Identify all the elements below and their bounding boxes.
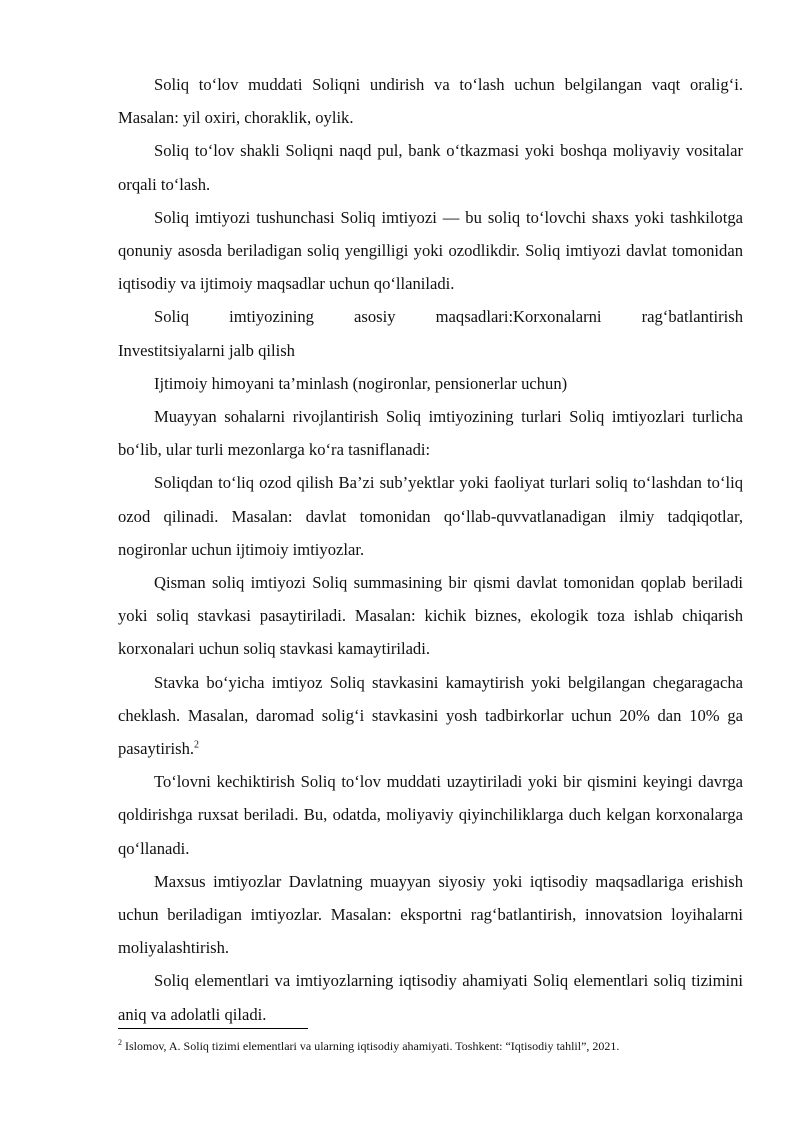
paragraph-payment-term: Soliq to‘lov muddati Soliqni undirish va to‘lash uchun belgilangan vaqt oralig‘i. Masalan: yil oxiri, choraklik, oylik.	[118, 75, 743, 128]
rate-benefit-text: Stavka bo‘yicha imtiyoz Soliq stavkasini kamaytirish yoki belgilangan chegaragacha cheklash. Masalan, daromad solig‘i stavkasini yosh tadbirkorlar uchun 20% dan 10% ga pasaytirish.	[118, 672, 743, 759]
footnote-text: Islomov, A. Soliq tizimi elementlari va ularning iqtisodiy ahamiyati. Toshkent: “Iqtisodiy tahlil”, 2021.	[122, 1039, 620, 1053]
paragraph-partial-benefit: Qisman soliq imtiyozi Soliq summasining bir qismi davlat tomonidan qoplab beriladi yoki soliq stavkasi pasaytiriladi. Masalan: kichik biznes, ekologik toza ishlab chiqarish korxonalari uchun soliq stavkasi kamaytiriladi.	[118, 573, 743, 659]
footnote-reference[interactable]: 2	[194, 739, 200, 751]
paragraph-benefit-goals: Soliq imtiyozining asosiy maqsadlari:Korxonalarni rag‘batlantirish	[154, 307, 743, 327]
paragraph-tax-benefit-concept: Soliq imtiyozi tushunchasi Soliq imtiyozi — bu soliq to‘lovchi shaxs yoki tashkilotga qonuniy asosda beriladigan soliq yengilligi yoki ozodlikdir. Soliq imtiyozi davlat tomonidan iqtisodiy va ijtimoiy maqsadlar uchun qo‘llaniladi.	[118, 207, 743, 294]
paragraph-investments: Investitsiyalarni jalb qilish	[118, 340, 295, 360]
paragraph-full-exemption: Soliqdan to‘liq ozod qilish Ba’zi sub’yektlar yoki faoliyat turlari soliq to‘lashdan to‘liq ozod qilinadi. Masalan: davlat tomonidan qo‘llab-quvvatlanadigan ilmiy tadqiqotlar, nogironlar uchun ijtimoiy imtiyozlar.	[118, 473, 743, 559]
footnote	[118, 1038, 743, 1054]
paragraph-economic-significance: Soliq elementlari va imtiyozlarning iqtisodiy ahamiyati Soliq elementlari soliq tizimini aniq va adolatli qiladi.	[118, 971, 743, 1024]
paragraph-rate-benefit	[118, 666, 743, 766]
paragraph-payment-deferral: To‘lovni kechiktirish Soliq to‘lov muddati uzaytiriladi yoki bir qismini keyingi davrga qoldirishga ruxsat beriladi. Bu, odatda, moliyaviy qiyinchiliklarga duch kelgan korxonalarga qo‘llanadi.	[118, 772, 743, 858]
footnote-marker: 2	[118, 1038, 122, 1047]
paragraph-special-benefits: Maxsus imtiyozlar Davlatning muayyan siyosiy yoki iqtisodiy maqsadlariga erishish uchun beriladigan imtiyozlar. Masalan: eksportni rag‘batlantirish, innovatsion loyihalarni moliyalashtirish.	[118, 871, 743, 958]
footnote-separator	[118, 1028, 308, 1029]
paragraph-social-protection: Ijtimoiy himoyani ta’minlash (nogironlar, pensionerlar uchun)	[154, 373, 568, 393]
paragraph-payment-form: Soliq to‘lov shakli Soliqni naqd pul, bank o‘tkazmasi yoki boshqa moliyaviy vositalar orqali to‘lash.	[118, 141, 743, 194]
document-body	[118, 68, 743, 1031]
paragraph-benefit-types: Muayyan sohalarni rivojlantirish Soliq imtiyozining turlari Soliq imtiyozlari turlicha bo‘lib, ular turli mezonlarga ko‘ra tasniflanadi:	[118, 407, 743, 460]
